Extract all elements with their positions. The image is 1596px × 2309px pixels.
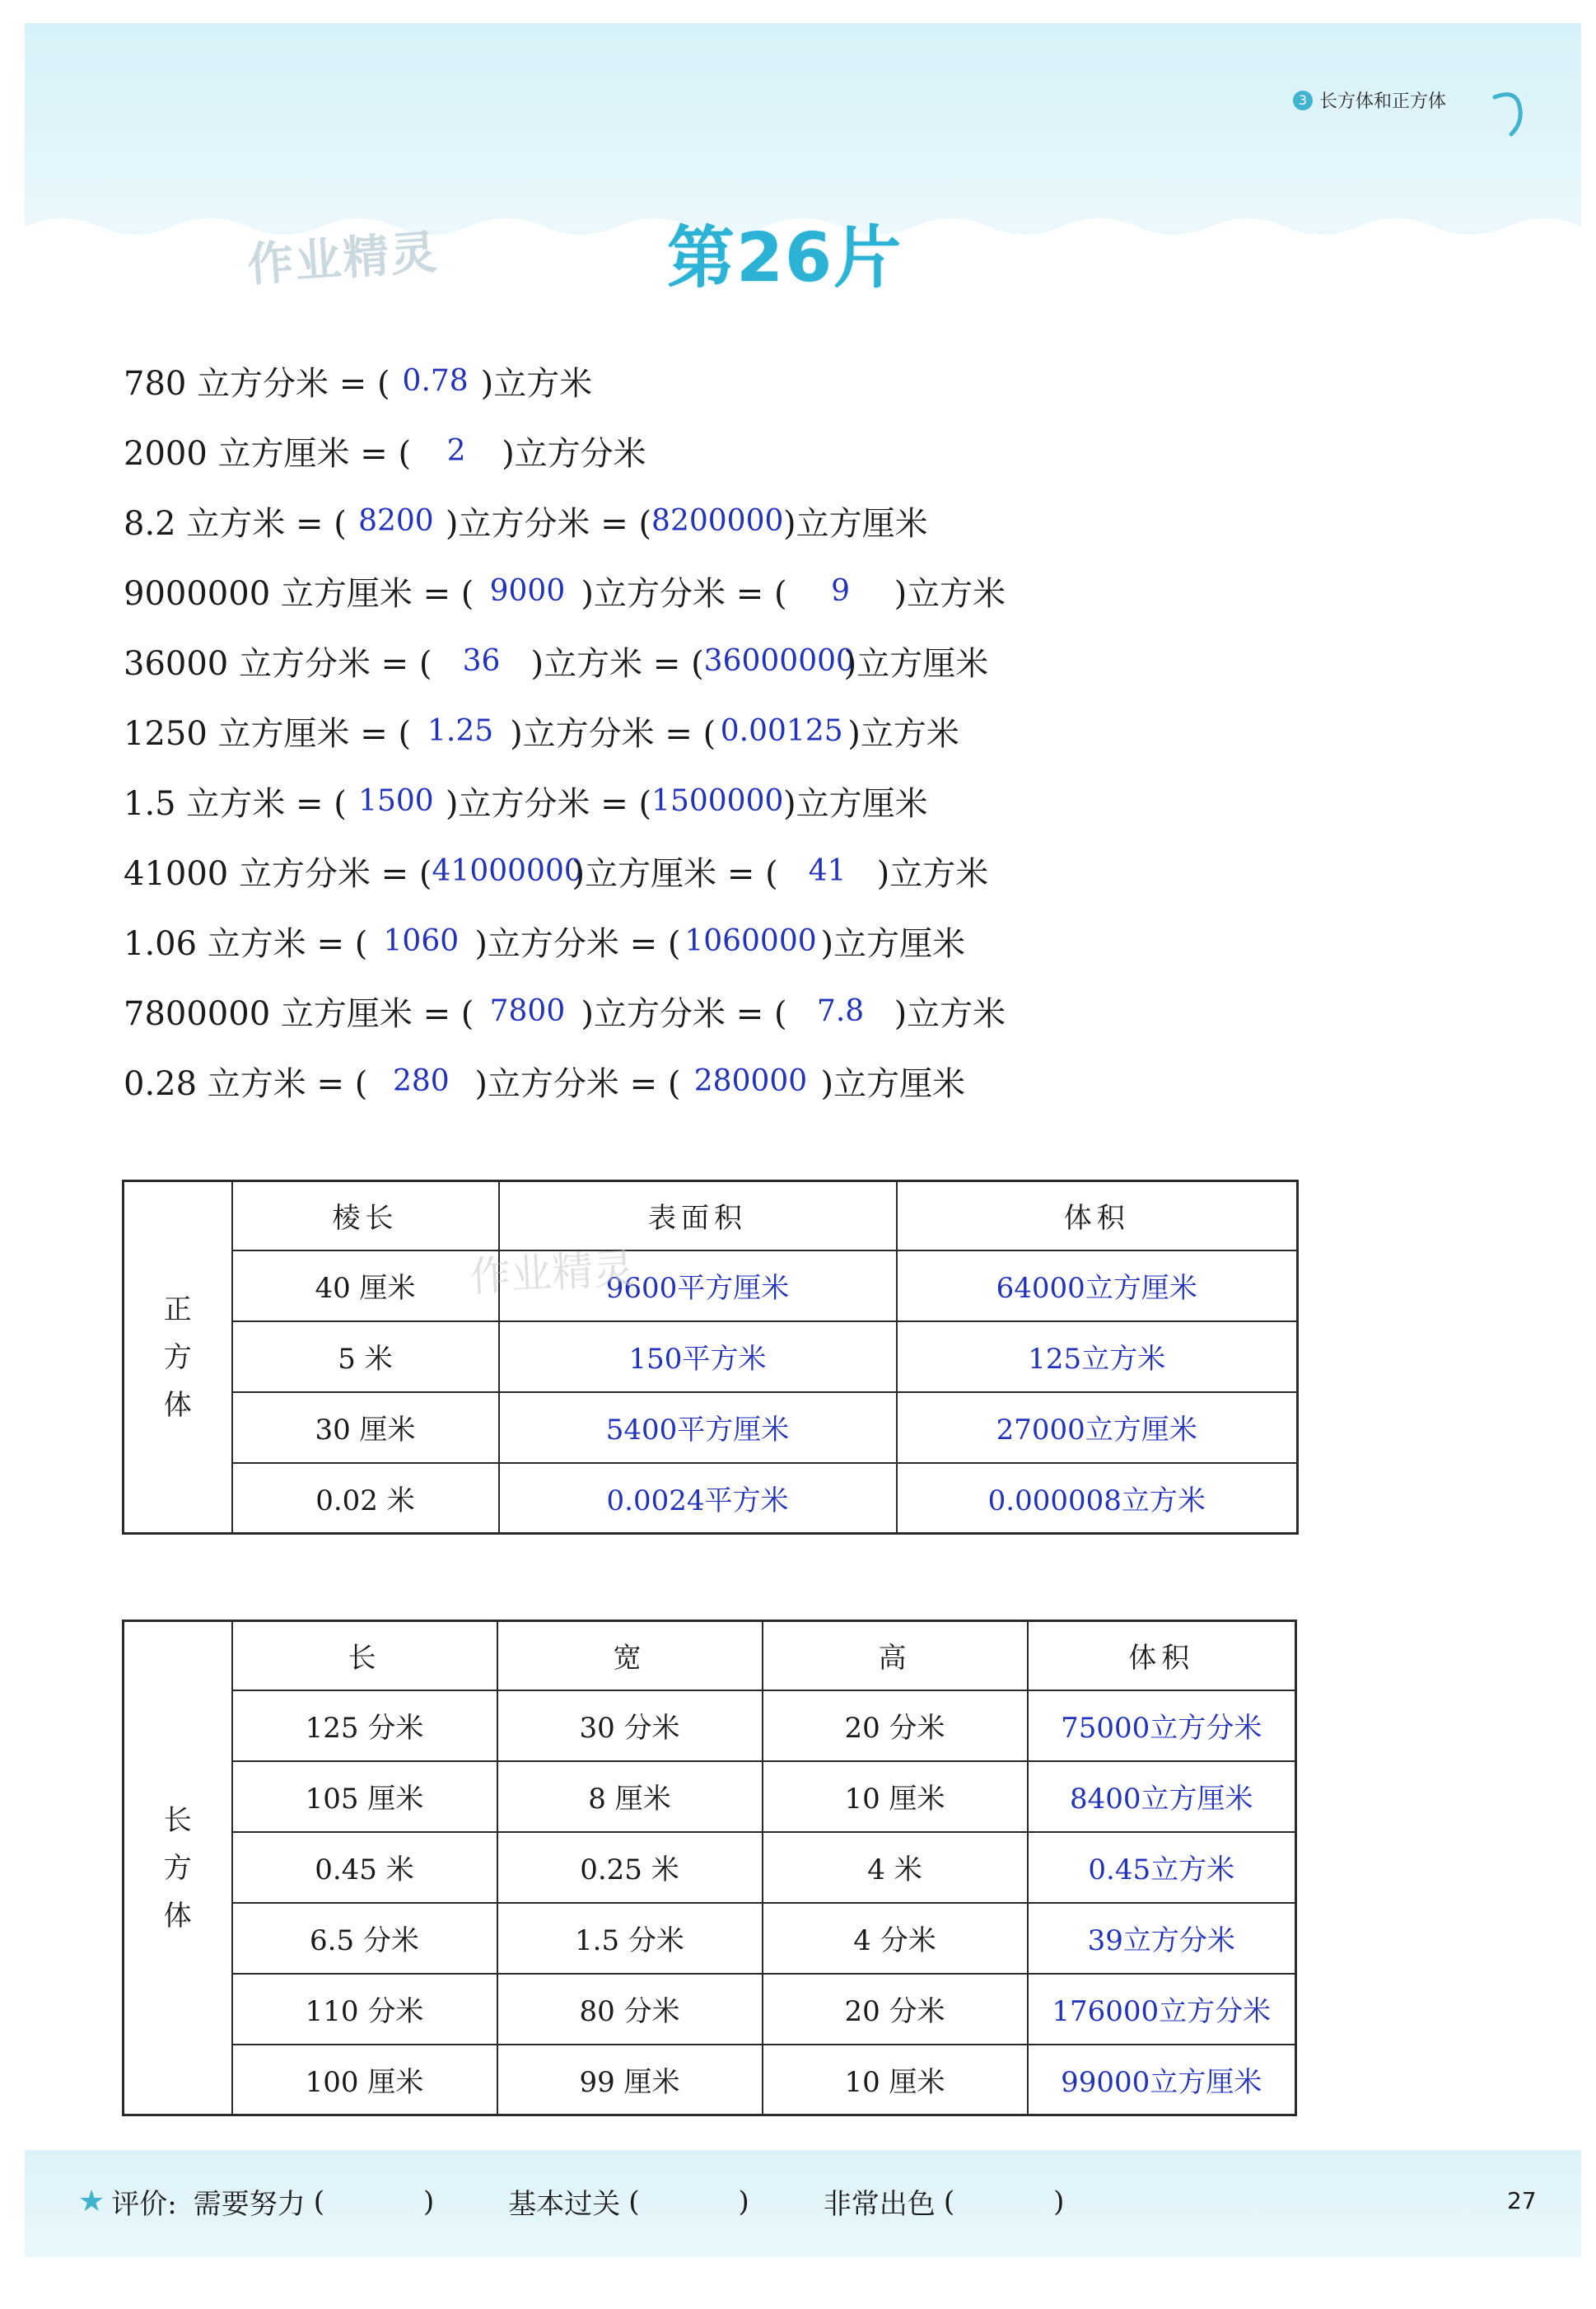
answer-value: 0.00125	[720, 714, 843, 748]
evaluation-option-needs-effort: 需要努力	[193, 2188, 306, 2221]
answer-value: 36000000	[703, 644, 855, 678]
volume-cell: 125立方米	[897, 1321, 1298, 1392]
column-header: 体积	[1028, 1621, 1296, 1690]
evaluation-option-passed: 基本过关	[508, 2188, 621, 2221]
volume-cell: 176000立方分米	[1028, 1974, 1296, 2045]
table-row	[124, 2045, 1296, 2115]
exercise-text: )立方分米 = (	[445, 505, 652, 543]
height-cell: 10 厘米	[763, 1761, 1028, 1832]
evaluation-option-excellent: 非常出色	[823, 2188, 936, 2221]
table-row	[124, 1832, 1296, 1903]
exercise-text: )立方厘米	[783, 505, 928, 543]
exercise-line	[124, 626, 1006, 696]
table-row	[124, 1903, 1296, 1974]
evaluation-open-paren: (	[628, 2185, 640, 2218]
surface-area-cell: 150平方米	[499, 1321, 897, 1392]
volume-cell: 75000立方分米	[1028, 1690, 1296, 1761]
row-label-char: 长	[163, 1803, 192, 1837]
width-cell: 1.5 分米	[497, 1903, 763, 1974]
answer-value: 1060	[383, 924, 460, 958]
exercise-line	[124, 976, 1006, 1046]
volume-cell: 0.000008立方米	[897, 1463, 1298, 1534]
exercise-text: 9000000 立方厘米 = (	[124, 575, 474, 613]
table-row	[124, 1321, 1298, 1392]
column-header: 高	[763, 1621, 1028, 1690]
row-label-char: 方	[163, 1340, 192, 1374]
column-header: 体积	[897, 1181, 1298, 1250]
table-row	[124, 1463, 1298, 1534]
table-row	[124, 1250, 1298, 1321]
edge-length-cell: 30 厘米	[232, 1392, 499, 1463]
answer-value: 8200	[358, 504, 434, 538]
evaluation-open-paren: (	[313, 2185, 325, 2218]
cube-row-label	[124, 1181, 232, 1534]
length-cell: 100 厘米	[232, 2045, 497, 2115]
exercise-text: )立方分米 = (	[510, 715, 716, 753]
exercise-text: )立方厘米	[783, 785, 928, 823]
exercise-text: 7800000 立方厘米 = (	[124, 995, 474, 1033]
exercise-text: 36000 立方分米 = (	[124, 645, 432, 683]
answer-value: 1060000	[684, 924, 817, 958]
page-number: 27	[1507, 2187, 1537, 2214]
exercise-text: 0.28 立方米 = (	[124, 1065, 368, 1103]
evaluation-close-paren: )	[738, 2185, 749, 2218]
exercise-text: )立方分米 = (	[445, 785, 652, 823]
evaluation-footer	[78, 2181, 1064, 2222]
exercise-line	[124, 416, 1006, 486]
table-row	[124, 1690, 1296, 1761]
exercise-line	[124, 836, 1006, 906]
exercise-text: 780 立方分米 = (	[124, 365, 390, 403]
answer-value: 7800	[489, 994, 566, 1028]
answer-value: 41	[808, 854, 847, 888]
evaluation-close-paren: )	[1053, 2185, 1065, 2218]
cuboid-row-label	[124, 1621, 232, 2115]
volume-cell: 99000立方厘米	[1028, 2045, 1296, 2115]
table-watermark: 作业精灵	[468, 1244, 636, 1302]
height-cell: 10 厘米	[763, 2045, 1028, 2115]
volume-cell: 27000立方厘米	[897, 1392, 1298, 1463]
table-row	[124, 1761, 1296, 1832]
table-row	[124, 1974, 1296, 2045]
volume-cell: 64000立方厘米	[897, 1250, 1298, 1321]
table-row	[124, 1392, 1298, 1463]
width-cell: 8 厘米	[497, 1761, 763, 1832]
volume-cell: 8400立方厘米	[1028, 1761, 1296, 1832]
surface-area-cell: 9600平方厘米	[499, 1250, 897, 1321]
width-cell: 0.25 米	[497, 1832, 763, 1903]
exercise-text: 1.5 立方米 = (	[124, 785, 347, 823]
star-icon: ★	[78, 2185, 105, 2218]
surface-area-cell: 0.0024平方米	[499, 1463, 897, 1534]
height-cell: 20 分米	[763, 1974, 1028, 2045]
answer-value: 9	[831, 574, 851, 608]
exercise-line	[124, 556, 1006, 626]
answer-value: 1500000	[651, 784, 784, 818]
exercise-text: )立方米	[480, 365, 593, 403]
exercise-line	[124, 486, 1006, 556]
length-cell: 125 分米	[232, 1690, 497, 1761]
answer-value: 0.78	[402, 364, 469, 398]
exercise-line	[124, 696, 1006, 766]
answer-value: 8200000	[651, 504, 784, 538]
exercise-text: )立方厘米 = (	[572, 855, 778, 893]
exercise-text: )立方分米 = (	[474, 1065, 681, 1103]
answer-value: 280000	[693, 1064, 808, 1098]
chapter-title: 长方体和正方体	[1319, 91, 1447, 112]
exercise-text: )立方厘米	[820, 1065, 966, 1103]
answer-value: 1.25	[427, 714, 494, 748]
evaluation-label: 评价:	[111, 2188, 177, 2221]
row-label-char: 正	[163, 1292, 192, 1326]
exercise-text: 1250 立方厘米 = (	[124, 715, 412, 753]
answer-value: 36	[462, 644, 501, 678]
exercise-line	[124, 906, 1006, 976]
column-header: 表面积	[499, 1181, 897, 1250]
exercise-text: 41000 立方分米 = (	[124, 855, 432, 893]
length-cell: 105 厘米	[232, 1761, 497, 1832]
edge-length-cell: 40 厘米	[232, 1250, 499, 1321]
exercise-text: )立方厘米	[843, 645, 989, 683]
exercise-text: )立方米	[847, 715, 959, 753]
cube-table	[122, 1180, 1299, 1535]
exercise-line	[124, 1046, 1006, 1116]
chapter-number-badge: 3	[1293, 91, 1313, 110]
chapter-tag	[1293, 87, 1446, 113]
swirl-icon	[1491, 89, 1532, 138]
page-title: 第26片	[667, 219, 903, 297]
exercise-text: )立方分米 = (	[581, 995, 787, 1033]
height-cell: 4 米	[763, 1832, 1028, 1903]
conversion-exercises	[124, 346, 1006, 1116]
length-cell: 0.45 米	[232, 1832, 497, 1903]
exercise-text: )立方米 = (	[530, 645, 704, 683]
length-cell: 110 分米	[232, 1974, 497, 2045]
height-cell: 20 分米	[763, 1690, 1028, 1761]
edge-length-cell: 5 米	[232, 1321, 499, 1392]
answer-value: 7.8	[816, 994, 865, 1028]
row-label-char: 方	[163, 1851, 192, 1885]
answer-value: 1500	[358, 784, 434, 818]
length-cell: 6.5 分米	[232, 1903, 497, 1974]
exercise-line	[124, 346, 1006, 416]
exercise-text: )立方分米 = (	[581, 575, 787, 613]
width-cell: 30 分米	[497, 1690, 763, 1761]
exercise-text: )立方分米	[502, 435, 646, 473]
width-cell: 80 分米	[497, 1974, 763, 2045]
exercise-text: )立方厘米	[820, 925, 966, 963]
answer-value: 280	[392, 1064, 450, 1098]
exercise-text: )立方米	[876, 855, 989, 893]
exercise-text: 8.2 立方米 = (	[124, 505, 347, 543]
answer-value: 2	[446, 434, 466, 468]
volume-cell: 39立方分米	[1028, 1903, 1296, 1974]
column-header: 宽	[497, 1621, 763, 1690]
answer-value: 9000	[489, 574, 566, 608]
height-cell: 4 分米	[763, 1903, 1028, 1974]
column-header: 长	[232, 1621, 497, 1690]
exercise-text: )立方分米 = (	[474, 925, 681, 963]
surface-area-cell: 5400平方厘米	[499, 1392, 897, 1463]
evaluation-close-paren: )	[423, 2185, 435, 2218]
exercise-text: 2000 立方厘米 = (	[124, 435, 412, 473]
row-label-char: 体	[163, 1899, 192, 1933]
exercise-text: 1.06 立方米 = (	[124, 925, 368, 963]
cuboid-table	[122, 1620, 1297, 2116]
brand-watermark: 作业精灵	[245, 225, 441, 293]
exercise-line	[124, 766, 1006, 836]
row-label-char: 体	[163, 1388, 192, 1422]
volume-cell: 0.45立方米	[1028, 1832, 1296, 1903]
exercise-text: )立方米	[894, 995, 1006, 1033]
exercise-text: )立方米	[894, 575, 1006, 613]
column-header: 棱长	[232, 1181, 499, 1250]
evaluation-open-paren: (	[943, 2185, 955, 2218]
width-cell: 99 厘米	[497, 2045, 763, 2115]
answer-value: 41000000	[432, 854, 583, 888]
edge-length-cell: 0.02 米	[232, 1463, 499, 1534]
